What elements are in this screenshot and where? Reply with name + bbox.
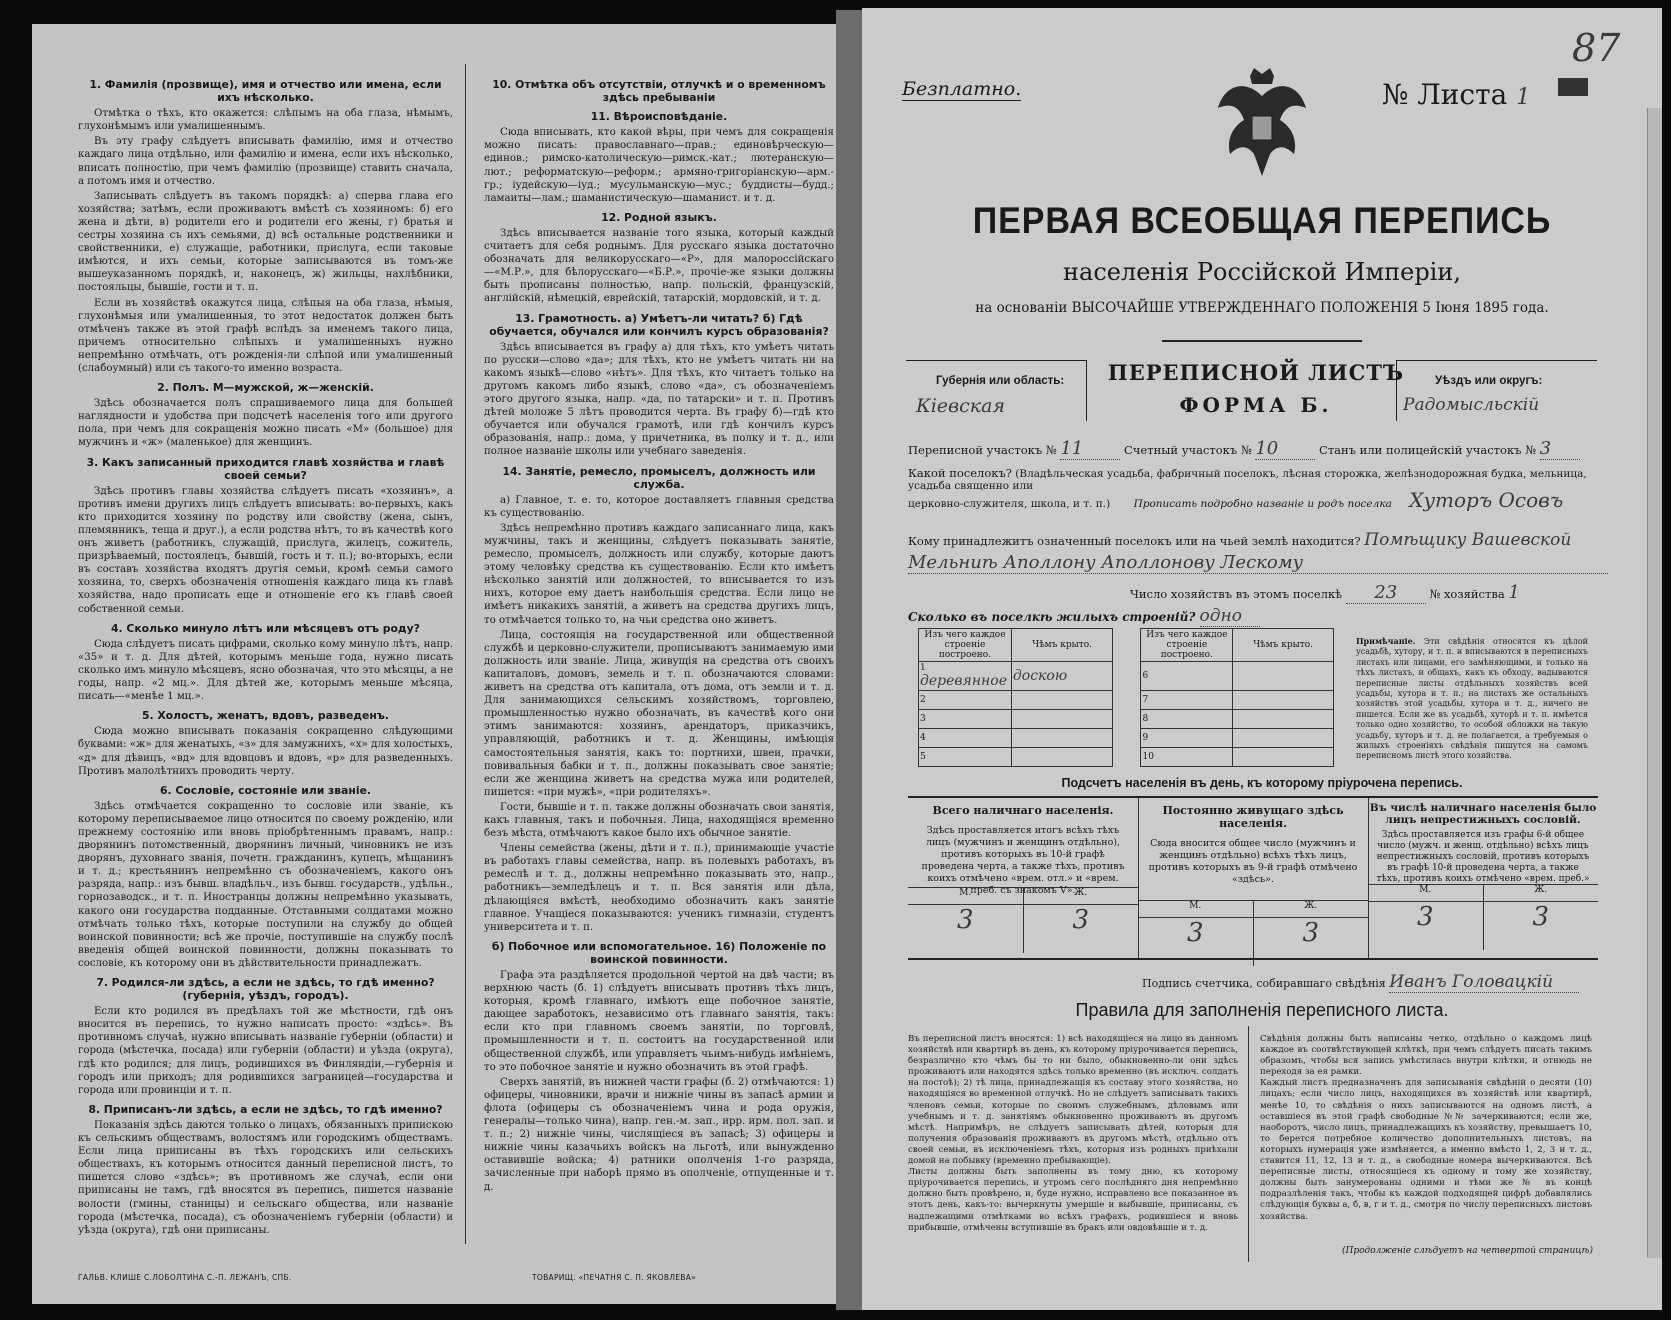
imprint-right: ТОВАРИЩ. «ПЕЧАТНЯ С. П. ЯКОВЛЕВА»: [532, 1273, 697, 1282]
households-value: 23: [1346, 582, 1426, 604]
rules-right-text: Свѣдѣнія должны быть написаны четко, отдѣльно о каждомъ лицѣ каждое въ соотвѣтствующей клѣткѣ, при чемъ слѣдуетъ писать такимъ образомъ, чтобы вся запись умѣстилась внутри клѣтки, и отнюдь не переходя за ея рамки. Каждый листъ предназначенъ для записыванія свѣдѣній о десяти (10) лицахъ; если число лицъ, находящихся въ хозяйствѣ или квартирѣ, менѣе 10, то свѣдѣнія о нихъ записываются на одномъ листѣ, а оставшіеся въ этой графѣ свободные №№ зачеркиваются; если же, наоборотъ, число лицъ, принадлежащихъ къ хозяйству, превышаетъ 10, то берется потребное количество дополнительныхъ листовъ, на которыхъ нумерація уже измѣняется, а именно вмѣсто 1, 2, 3 и т. д., ставится 11, 12, 13 и т. д., а свободные номера вычеркиваются. Всѣ переписные листы, относящіеся къ одному и тому же хозяйству, должны быть занумерованы одними и тѣми же № въ концѣ подразлѣленія такъ, чтобы къ каждой подходящей цифрѣ добавлялись слѣдующія буквы а, б, в, г и т. д., смотря по числу переписныхъ листовъ хозяйства.: [1260, 1034, 1592, 1222]
note-block: Примѣчаніе. Эти свѣдѣнія относятся къ цѣлой усадьбѣ, хутору, и т. п. и вписываются в переписныхъ листахъ или лицами, его замѣняющими, и только на тѣхъ листахъ, и общахъ, какъ къ обходу, вадываются переписные листы отдѣльныхъ хозяйствъ всей усадьбы, хутора и т. п.; на листахъ же остальныхъ хозяйствъ этой усадьбы, хутора и т. д., ничего не пишется. Если же въ усадьбѣ, хуторѣ и т. п. имѣется только одно хозяйство, то особой обложки на такую усадьбу, хуторъ и т. д. не полагается, а требуемыя о жилыхъ строеніяхъ свѣдѣнія пишутся на самомъ переписномъ листѣ этого хозяйства.: [1356, 636, 1588, 761]
count-col-resident: Постоянно живущаго здѣсь населенія. Сюда вносится общее число (мужчинъ и женщинъ отдѣльно) всѣхъ тѣхъ лицъ, противъ которыхъ въ 9-й графѣ отмѣчено «здѣсь». М. Ж. 3 3: [1138, 798, 1369, 958]
district-label: Уѣздъ или округъ:: [1435, 375, 1543, 387]
sheet-number-label: № Листа 1: [1382, 78, 1531, 111]
section-paragraph: Отмѣтка о тѣхъ, кто окажется: слѣпымъ на оба глаза, нѣмымъ, глухонѣмымъ или умалишеннымъ.: [78, 108, 453, 133]
section-paragraph: Здѣсь обозначается полъ спрашиваемого лица для большей наглядности и удобства при подсчетѣ населенія того или другого пола, при чемъ для сокращенія можно писать «М» (большое) для мужчинъ и «ж» (маленькое) для женщинъ.: [78, 398, 453, 449]
section-paragraph: Въ эту графу слѣдуетъ вписывать фамилію, имя и отчество каждаго лица отдѣльно, или фамилію и имена, если ихъ нѣсколько, вписать полностію, при чемъ фамилію (прозвище) ставить сначала, а потомъ имя и отчество.: [78, 136, 453, 187]
rules-left-text: Въ переписной листъ вносятся: 1) всѣ находящіеся на лицо въ данномъ хозяйствѣ или квартирѣ въ день, къ которому пріурочивается перепись, безразлично кто чѣмъ бы то ни было, обыкновенно-ли они здѣсь проживаютъ или находятся здѣсь только временно (въ исключ. солдатъ на постоѣ); 2) тѣ лица, принадлежащія къ составу этого хозяйства, но находящіяся во временной отлучкѣ. Но не слѣдуетъ записывать такихъ членовъ семьи, которые по своимъ служебнымъ, дѣловымъ или учебнымъ и т. д. занятіямъ обыкновенно проживаютъ въ другомъ мѣстѣ. Напримѣръ, не слѣдуетъ записывать дѣтей, которыя для получения образованія проживаютъ въ другомъ мѣстѣ, отдѣльно отъ своей семьи, въ исключеніемъ тѣхъ, которыя изъ родныхъ приѣхали домой на побывку (временно пребывающіе). Листы должны быть заполнены въ тому дню, къ которому пріурочивается перепись, и утромъ сего послѣдняго дня непремѣнно должно быть провѣрено, и, буде нужно, исправлено все показанное въ этотъ день, какъ-то: вычеркнуты умершіе и выбывшіе, приписаны, съ надлежащими отмѣтками во всѣхъ графахъ, родившіеся и вновь прибывшіе, отмѣчены вступившіе въ бракъ или овдовѣвшіе и т. д.: [908, 1034, 1238, 1233]
rules-title: Правила для заполненія переписного листа.: [1075, 1000, 1449, 1020]
section-paragraph: Записывать слѣдуетъ въ такомъ порядкѣ: а) сперва глава его хозяйства; затѣмъ, если проживаютъ вмѣстѣ съ хозяиномъ: б) его жена и дѣти, в) родители его и родители его жены, г) братья и сестры хозяина съ ихъ семьями, д) всѣ остальные родственники и свойственники, е) служащіе, работники, прислуга, если таковые имѣются, и ихъ семьи, которые записываются въ томъ-же вышеуказанномъ порядкѣ, и, наконецъ, ж) жильцы, нахлѣбники, постояльцы, бывшіе, гости и т. п.: [78, 190, 453, 294]
table-row: 2 7: [919, 691, 1334, 710]
enumerator-line: Подпись счетчика, собиравшаго свѣдѣнія Иванъ Головацкій: [1142, 972, 1579, 993]
areas-line: Переписной участокъ № 11 Счетный участокъ № 10 Станъ или полицейскій участокъ № 3: [908, 438, 1598, 460]
census-area-value: 11: [1060, 438, 1120, 460]
section-heading: 2. Полъ. М—мужской, ж—женскій.: [157, 381, 374, 395]
nonpriv-female: 3: [1532, 902, 1550, 932]
section-heading-10: 10. Отмѣтка объ отсутствіи, отлучкѣ и о временномъ здѣсь пребываніи: [492, 78, 826, 105]
instructions-column-2: [484, 72, 834, 1242]
count-col-nonprivileged: Въ числѣ наличнаго населенія было лицъ непрестижныхъ сословій. Здѣсь проставляется изъ графы 6-й общее число (мужч. и женщ. отдѣльно) всѣхъ лицъ непрестижныхъ сословій, противъ которыхъ въ графѣ 10-й проведена черта, а также тѣхъ, противъ коихъ отмѣчено «врем. преб.» М. Ж. 3 3: [1368, 798, 1598, 958]
section-paragraph: Гости, бывшіе и т. п. также должны обозначать свои занятія, какъ главныя, такъ и побочныя. Лица, находящіяся временно безъ мѣста, отмѣчаютъ какое было ихъ обычное занятіе.: [484, 801, 834, 840]
coat-of-arms-icon: [1214, 68, 1310, 180]
archive-folio-number: 87: [1572, 26, 1621, 70]
continued-note: (Продолженіе слѣдуетъ на четвертой страницѣ): [1342, 1246, 1594, 1256]
section-paragraph: Сюда вписывать, кто какой вѣры, при чемъ для сокращенія можно писать: православнаго—прав.; единовѣрческую—единов.; римско-католическую—римск.-кат.; лютеранскую—лют.; реформатскую—реформ.; армяно-григоріанскую—арм.-гр.; іудейскую—іуд.; мусульманскую—мус.; буддисты—будд.; ламаиты—лам.; шаманистическую—шаманист. и т. д.: [484, 127, 834, 204]
sheet-title: ПЕРЕПИСНОЙ ЛИСТЪ: [1107, 360, 1405, 385]
rules-divider: [1248, 1026, 1249, 1262]
section-paragraph: Лица, состоящія на государственной или общественной службѣ и церковно-служители, прописываютъ занимаемую ими должность или званіе. Лица, живущія на средства отъ своихъ капиталовъ, домовъ, земель и т. п. обозначаются словами: живетъ на средства отъ капитала, отъ дома, отъ земли и т. д. Для занимающихся сельскимъ хозяйствомъ, торговлею, промышленностью нужно обозначать, въ качествѣ кого они этимъ занимаются: хозяинъ, арендаторъ, приказчикъ, управляющій, работникъ и т. д. Женщины, имѣющія самостоятельныя занятія, какъ то: портнихи, швеи, прачки, повивальныя бабки и т. п., должны показывать свое занятіе; если же женщина живетъ на средства мужа или родителей, пишется: «при мужѣ», «при родителяхъ».: [484, 629, 834, 798]
section-paragraph: Если кто родился въ предѣлахъ той же мѣстности, гдѣ онъ вносится въ перепись, то нужно написать просто: «здѣсь». Въ противномъ случаѣ, нужно вписывать названіе губерніи (области) и города (мѣстечка, посада) или губерніи (области) и уѣзда (округа), гдѣ кто родился; для лицъ, родившихся въ Финляндіи,—губернія и городъ или приходъ; для родившихся заграницей—государства и города или провинціи и т. п.: [78, 1006, 453, 1096]
buildings-value: одно: [1200, 606, 1260, 627]
resident-male: 3: [1138, 918, 1254, 966]
section-heading: 8. Приписанъ-ли здѣсь, а если не здѣсь, то гдѣ именно?: [88, 1102, 443, 1116]
nonpriv-male: 3: [1368, 902, 1484, 950]
section-paragraph: Если въ хозяйствѣ окажутся лица, слѣпыя на оба глаза, нѣмыя, глухонѣмыя или умалишенныя, то этот недостаток должен быть отмѣченъ также въ этой графѣ вслѣдъ за именемъ такого лица, причемъ относительно слѣпыхъ и умалишенныхъ нужно непремѣнно отмѣчать, отъ рожденія-ли слѣпой или умалишенный (слабоумный) или съ такого-то именно возраста.: [78, 297, 453, 374]
table-row: 1 деревянное доскою 6: [919, 662, 1334, 691]
table-row: 4 9: [919, 729, 1334, 748]
section-heading: 4. Сколько минуло лѣтъ или мѣсяцевъ отъ роду?: [111, 621, 420, 635]
free-label: Безплатно.: [902, 78, 1022, 100]
district-box: [1396, 360, 1597, 421]
section-paragraph: а) Главное, т. е. то, которое доставляетъ главныя средства къ существованію.: [484, 494, 834, 519]
owner-value-1: Помѣщику Вашевской: [1364, 530, 1572, 550]
sheet-number-value: 1: [1516, 85, 1531, 110]
right-page: [862, 8, 1662, 1310]
section-heading: 1. Фамилія (прозвище), имя и отчество или имена, если ихъ нѣсколько.: [89, 78, 442, 105]
section-paragraph: Здѣсь отмѣчается сокращенно то сословіе или званіе, къ которому переписываемое лицо относится по своему рожденію, или прежнему состоянію или вновь пріобрѣтеннымъ правамъ, напр.: дворянинъ потомственный, дворянинъ личный, чиновникъ не изъ дворянъ, духовнаго званія, почетн. гражданинъ, купецъ, мѣщанинъ и т. д.; крестьянинъ непремѣнно съ обозначеніемъ, какого онъ разряда, напр.: изъ бывш. владѣльч., изъ бывш. государств., удѣльн., горнозаводск., и т. п. Иностранцы должны непремѣнно указывать, какого они государства подданные. Отставными солдатами можно отмѣчать только тѣхъ, которые поступили на службу до общей воинской повинности; всѣ же прочіе, поступившіе на службу послѣ введенія общей воинской повинности, должны показывать то сословіе, къ которому они въ дѣйствительности принадлежатъ.: [78, 800, 453, 969]
section-heading: 6. Сословіе, состояніе или званіе.: [160, 783, 371, 797]
owner-value-2: Мельниѣ Аполлону Аполлонову Лескому: [908, 552, 1608, 574]
table-header-roof: Чѣмъ крыто.: [1011, 629, 1112, 662]
count-title: Подсчетъ населенія въ день, къ которому пріурочена перепись.: [1061, 776, 1463, 790]
settlement-line-2: церковно-служителя, школа, и т. п.) Прописать подробно названіе и родъ поселка Хуторъ Осовъ: [908, 488, 1564, 512]
table-header-material: Изъ чего каждое строеніе построено.: [919, 629, 1012, 662]
title-divider: [1162, 340, 1362, 342]
total-male: 3: [908, 905, 1024, 953]
header-block: [906, 360, 1596, 430]
section-paragraph: Здѣсь вписывается въ графу а) для тѣхъ, кто умѣетъ читать по русски—слово «да»; для тѣхъ, кто не умѣетъ читать ни на какомъ языкѣ—слово «нѣтъ». Для тѣхъ, кто читаетъ только на другомъ какомъ либо языкѣ, слово «да», съ обозначеніемъ этого другого языка, напр. «да, по татарски» и т. п. Противъ дѣтей моложе 5 лѣтъ проводится черта. Въ графу б)—гдѣ кто обучается или обучался грамотѣ, или гдѣ кончилъ курсъ образованія, напр.: дома, у причетника, въ полку и т. д., или полное названіе школы или учебнаго заведенія.: [484, 341, 834, 458]
section-paragraph: Сверхъ занятій, въ нижней части графы (б. 2) отмѣчаются: 1) офицеры, чиновники, врачи и нижніе чины въ запасѣ армии и флота (офицеры съ обозначеніемъ чина и рода оружія, генералы—только чина), напр. ген.-м. зап., ирр. ирм. пол. зап. и т. п.; 2) нижніе чины, числящіеся въ запасѣ; 3) офицеры и нижніе чины казачьихъ войскъ на льготѣ, или вынужденно оставившіе войска; 4) ратники ополченія 1-го разряда, зачисленные при наборѣ прямо въ ополченіе, отпущенные и т. д.: [484, 1076, 834, 1193]
owner-line: Кому принадлежитъ означенный поселокъ или на чьей землѣ находится? Помѣщику Вашевской: [908, 530, 1572, 550]
governorate-label: Губернія или область:: [936, 375, 1065, 387]
table-row: 3 8: [919, 710, 1334, 729]
count-area-value: 10: [1255, 438, 1315, 460]
section-paragraph: Здѣсь вписывается названіе того языка, который каждый считаетъ для себя роднымъ. Для русскаго языка достаточно обозначать для великорусскаго—«Р», для малороссійскаго—«М.Р.», для бѣлорусскаго—«Б.Р.», прочіе-же языки должны быть прописаны полностью, напр. польскій, французскій, англійскій, нѣмецкій, еврейскій, татарскій, мордовскій, и т. д.: [484, 227, 834, 305]
section-heading: 3. Какъ записанный приходится главѣ хозяйства и главѣ своей семьи?: [86, 455, 445, 482]
resident-female: 3: [1302, 918, 1320, 948]
legal-basis: на основаніи ВЫСОЧАЙШЕ УТВЕРЖДЕННАГО ПОЛОЖЕНІЯ 5 Іюня 1895 года.: [975, 300, 1549, 316]
governorate-value: Кіевская: [916, 395, 1005, 417]
section-heading: 5. Холостъ, женатъ, вдовъ, разведенъ.: [141, 709, 390, 723]
household-no-value: 1: [1508, 582, 1520, 603]
section-heading: 13. Грамотность. а) Умѣетъ-ли читать? б) Гдѣ обучается, обучался или кончилъ курсъ образованія?: [489, 311, 829, 338]
redaction-box: [1558, 78, 1588, 96]
subtitle: населенія Россійской Имперіи,: [1063, 258, 1461, 286]
buildings-table: Изъ чего каждое строеніе построено. Чѣмъ крыто. Изъ чего каждое строеніе построено. Чѣмъ крыто. 1 деревянное доскою 6 2 7 3 8 4 9 5 10: [918, 628, 1334, 767]
section-paragraph: Сюда слѣдуетъ писать цифрами, сколько кому минуло лѣтъ, напр. «35» и т. д. Для дѣтей, которымъ меньше года, нужно писать сколько имъ минуло мѣсяцевъ, ясно обозначая, что это мѣсяцы, а не годы, напр. «2 мц.». Для дѣтей же, которымъ меньше мѣсяца, писать—«менѣе 1 мц.».: [78, 638, 453, 703]
section-heading: 11. Вѣроисповѣданіе.: [590, 110, 728, 124]
population-count-table: [908, 796, 1598, 960]
buildings-line: Сколько въ поселкѣ жилыхъ строеній? одно: [908, 606, 1260, 627]
governorate-box: [906, 360, 1087, 421]
count-col-total: Всего наличнаго населенія. Здѣсь проставляется итогъ всѣхъ тѣхъ лицъ (мужчинъ и женщинъ отдѣльно), противъ которыхъ въ 10-й графѣ проведена черта, а также тѣхъ, противъ коихъ отмѣчено «врем. отл.» и «врем. преб. съ знакомъ V». М. Ж. 3 3: [908, 798, 1139, 958]
households-line: Число хозяйствъ въ этомъ поселкѣ 23 № хозяйства 1: [1130, 582, 1520, 603]
section-heading: 14. Занятіе, ремесло, промыселъ, должность или служба.: [502, 464, 816, 491]
main-title: ПЕРВАЯ ВСЕОБЩАЯ ПЕРЕПИСЬ: [972, 200, 1552, 241]
form-title: ФОРМА Б.: [1179, 393, 1333, 417]
imprint-left: ГАЛЬВ. КЛИШЕ С.ЛОБОЛТИНА С.-П. ЛЕЖАНЪ, СПБ.: [78, 1273, 292, 1282]
section-paragraph: Члены семейства (жены, дѣти и т. п.), принимающіе участіе въ работахъ главы семейства, напр. въ полевыхъ работахъ, въ ремеслѣ и т. д., должны непремѣнно показывать это, напр., работникъ—земледѣлецъ и т. п. Вся занятія или дѣла, дѣлающіяся вмѣстѣ, необходимо обозначить какъ занятіе главное. Учащіеся показываются: ученикъ гимназіи, студентъ университета и т. п.: [484, 843, 834, 933]
section-paragraph: Графа эта раздѣляется продольной чертой на двѣ части; въ верхнюю часть (б. 1) слѣдуетъ вписывать противъ тѣхъ лицъ, которыя, кромѣ главнаго, имѣютъ еще побочное занятіе, дающее заработокъ, независимо отъ главнаго занятія, такъ: если кто при главномъ своемъ занятіи, по торговлѣ, промышленности и т. п. состоитъ на государственной или общественной службѣ, или управляетъ чьимъ-нибудь имѣніемъ, то это побочное занятіе и нужно обозначить въ этой графѣ.: [484, 970, 834, 1073]
section-heading: 7. Родился-ли здѣсь, а если не здѣсь, то гдѣ именно? (губернія, уѣздъ, городъ).: [96, 976, 435, 1003]
total-female: 3: [1072, 905, 1090, 935]
left-page: [32, 24, 836, 1304]
instructions-column-1: [78, 72, 453, 1242]
section-paragraph: Здѣсь непремѣнно противъ каждаго записаннаго лица, какъ мужчины, такъ и женщины, слѣдуетъ показывать занятіе, ремесло, промыселъ, должность или службу, которые даютъ этому человѣку средства къ существованію. Если кто имѣетъ нѣсколько занятій или должностей, то вписывается то изъ нихъ, которое ему даетъ наибольшія средства. Если лицо не имѣетъ никакихъ занятій, а живетъ на средства другихъ лицъ, то отмѣчается только то, на чьи средства оно живетъ.: [484, 522, 834, 626]
district-value: Радомысльскій: [1403, 395, 1540, 415]
section-heading: 12. Родной языкъ.: [601, 210, 717, 224]
page-gutter: [836, 10, 862, 1310]
section-paragraph: Здѣсь противъ главы хозяйства слѣдуетъ писать «хозяинъ», а противъ имени другихъ лицъ слѣдуетъ вписывать: во-первыхъ, какъ кто приходится хозяину по родству или свойству (жена, сынъ, племянникъ, теща и друг.), а если родства нѣтъ, то въ качествѣ кого онъ живетъ (работникъ, служащій, прислуга, жилецъ, сожитель, призрѣваемый, постоялецъ, бывшій, гость и т. п.); во-вторыхъ, если въ составъ хозяйства входятъ другія семьи, кромѣ семьи самого хозяина, то, сверхъ обозначенія отношенія каждаго лица къ главѣ хозяйства, надо прописать еще и отношеніе его къ главѣ своей собственной семьи.: [78, 485, 453, 615]
section-heading: б) Побочное или вспомогательное. 16) Положеніе по воинской повинности.: [491, 939, 827, 966]
section-paragraph: Показанія здѣсь даются только о лицахъ, обязанныхъ припискою къ сельскимъ обществамъ, волостямъ или городскимъ обществамъ. Если лица приписаны въ тѣхъ городскихъ или сельскихъ обществахъ, къ которымъ относится данный переписной листъ, то пишется слово «здѣсь»; въ противномъ же случаѣ, если они приписаны не тамъ, гдѣ вносятся въ перепись, пишется названіе волости (гмины, станицы) и сельскаго общества, или названіе города (мѣстечка, посада), съ обозначеніемъ губерніи (области) и уѣзда (округа), гдѣ они приписаны.: [78, 1119, 453, 1236]
enumerator-signature: Иванъ Головацкій: [1389, 972, 1579, 993]
section-paragraph: Сюда можно вписывать показанія сокращенно слѣдующими буквами: «ж» для женатыхъ, «з» для замужнихъ, «х» для холостыхъ, «д» для дѣвицъ, «вд» для вдовцовъ и вдовъ, «р» для разведенныхъ. Противъ малолѣтнихъ проводить черту.: [78, 726, 453, 777]
settlement-line: Какой поселокъ? (Владѣльческая усадьба, фабричный поселокъ, лѣсная сторожка, желѣзнодорожная будка, мельница, усадьба священно или: [908, 466, 1587, 492]
settlement-value: Хуторъ Осовъ: [1409, 488, 1564, 512]
table-row: 5 10: [919, 748, 1334, 767]
column-divider: [465, 64, 466, 1244]
stan-value: 3: [1540, 438, 1580, 460]
